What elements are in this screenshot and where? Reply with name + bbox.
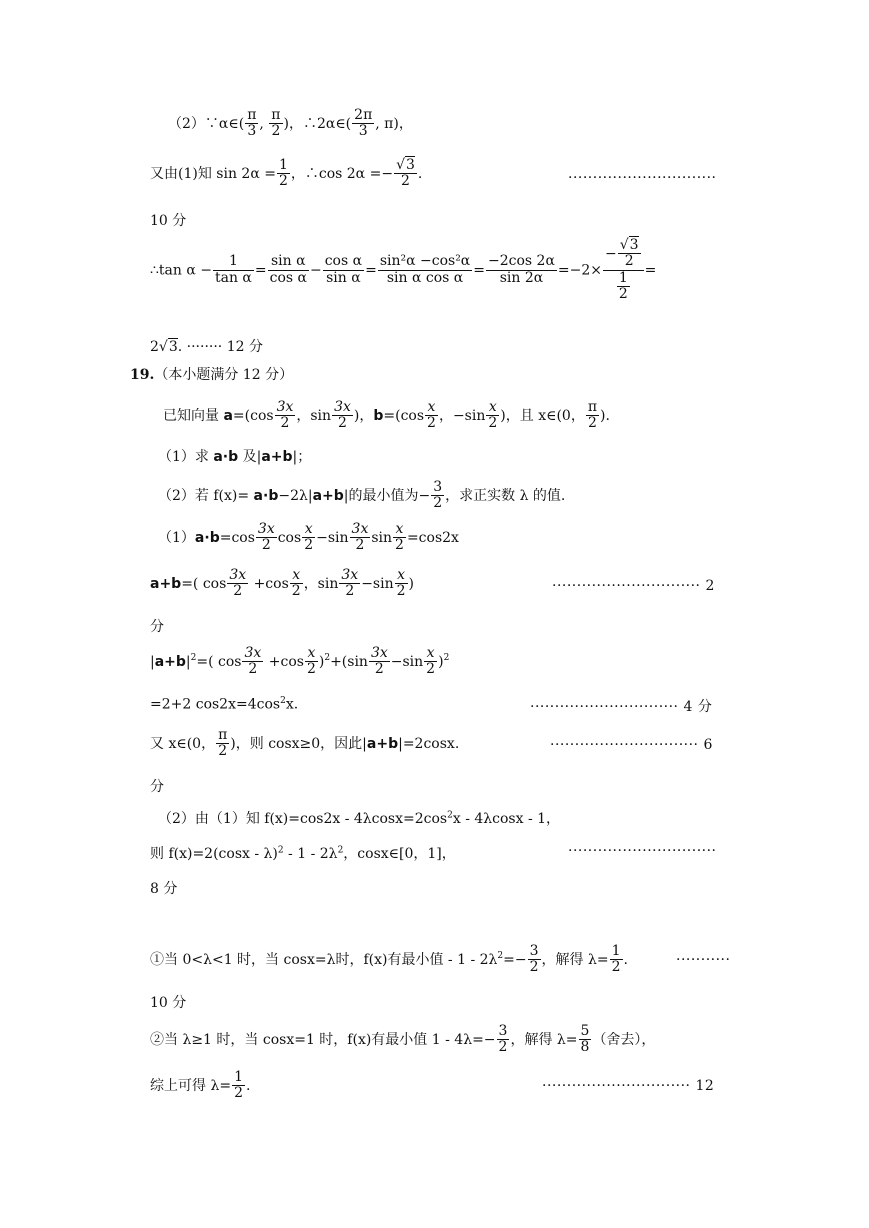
line-14: =2+2 $\cos 2x=4\cos^2x$. [150,696,299,713]
line-1: （2）∵α∈( $\frac{\pi}{3}$ , $\frac{\pi}{2}$ )，∴2α∈( $\frac{2\pi}{3}$ , π)， [168,107,413,140]
fraction: $\frac{x}{2}$ [396,567,406,600]
line-4: ∴tan α − $\frac{1}{\text{tan α}}$ = $\frac{\text{sin α}}{\text{cos α}}$ − $\frac{\text{cos α}}{\text{sin α}}$ = $\frac{\text{sin²α −cos²α}}{\text{sin α cos α}}$ = $\frac{-2\cos 2\alpha}{\sin 2\alpha}$ =−2× − $\frac{√3}{2}$ $\frac{1}{2}$ = [150,237,657,303]
fraction: $\frac{\pi}{2}$ [587,399,598,432]
fraction: $\frac{3}{2}$ [498,1023,508,1056]
fraction: $\frac{\pi}{2}$ [271,107,281,140]
line-9: （2）若 f(x)= a·b−2λ|a+b|的最小值为− $\frac{3}{2}$ ，求正实数 λ 的值. [158,479,566,512]
fraction: $\frac{x}{2}$ [426,645,436,678]
fraction: $\frac{x}{2}$ [306,645,316,678]
fraction: $\frac{\pi}{2}$ [218,727,228,760]
fraction: $\frac{3x}{2}$ [341,567,359,600]
fraction: $\frac{1}{\text{tan α}}$ [214,253,252,286]
fraction: $\frac{3x}{2}$ [370,645,388,678]
fraction: $\frac{x}{2}$ [395,521,404,554]
fraction: $\frac{5}{8}$ [580,1023,590,1056]
line-18: 则 $f(x)=2(\cos x - \lambda)^2 - 1 - 2\lambda^2$，cosx∈[0，1]， [150,845,456,862]
fraction: $\frac{x}{2}$ [488,399,498,432]
leader-dots: ······························ [568,843,717,859]
fraction: $\frac{x}{2}$ [427,399,436,432]
line-23: 综上可得 λ= $\frac{1}{2}$ . [150,1069,251,1102]
leader-dots: ······························ [568,170,717,186]
fraction: $\frac{2\pi}{3}$ [354,107,373,140]
leader-dots: ··········· [676,952,731,968]
leader-dots: ······························ 6 [550,737,713,753]
line-20: ①当 0<λ<1 时，当 cosx=λ时，f(x)有最小值 - $1 - 2\lambda^2=-$ $\frac{3}{2}$ ，解得 λ= $\frac{1}{2}$ . [150,943,628,976]
line-19: 8 分 [150,881,178,897]
fraction: $\frac{1}{2}$ [234,1069,243,1102]
fraction: $\frac{3x}{2}$ [334,399,351,432]
fraction: − $\frac{√3}{2}$ $\frac{1}{2}$ [603,238,644,303]
fraction: $\frac{x}{2}$ [291,567,301,600]
fraction: $\frac{3x}{2}$ [229,567,247,600]
line-3: 10 分 [150,213,187,229]
fraction: $\frac{\text{sin²α −cos²α}}{\text{sin α cos α}}$ [379,253,471,286]
line-6: 19.（本小题满分 12 分） [130,367,294,383]
leader-dots: ······························ 12 [542,1078,715,1094]
fraction: $\frac{x}{2}$ [304,521,314,554]
fraction: $\frac{1}{2}$ [278,157,288,190]
line-21: 10 分 [150,995,187,1011]
line-12: 分 [150,619,164,635]
fraction: $\frac{3}{2}$ [433,479,443,512]
fraction: $\frac{\pi}{3}$ [247,107,257,140]
line-22: ②当 λ≥1 时，当 cosx=1 时，f(x)有最小值 1 - 4λ=− $\frac{3}{2}$ ，解得 λ= $\frac{5}{8}$ （舍去）， [150,1023,656,1056]
line-5: 2√3. ········ 12 分 [150,339,263,355]
fraction: $\frac{3x}{2}$ [276,399,294,432]
line-11: a+b=( cos $\frac{3x}{2}$ +cos $\frac{x}{2}$ ，sin $\frac{3x}{2}$ −sin $\frac{x}{2}$ ) [150,567,414,600]
leader-dots: ······························ 4 分 [530,699,713,715]
line-7: 已知向量 a=(cos $\frac{3x}{2}$ ，sin $\frac{3x}{2}$ )，b=(cos $\frac{x}{2}$ ，−sin $\frac{x}{2}$ )，且 x∈(0， $\frac{\pi}{2}$ ). [163,399,610,432]
fraction: $\frac{3x}{2}$ [257,521,275,554]
line-8: （1）求 a·b 及|a+b|； [158,449,312,465]
fraction: $\frac{3x}{2}$ [351,521,369,554]
line-2: 又由(1)知 sin 2α = $\frac{1}{2}$ ，∴cos 2α =− $\frac{√3}{2}$ . [150,157,423,190]
fraction: $\frac{3x}{2}$ [244,645,262,678]
line-16: 分 [150,779,164,795]
line-13: $|a+b|^2=$( cos $\frac{3x}{2}$ +cos $\frac{x}{2}$ )$^2$+(sin $\frac{3x}{2}$ −sin $\frac{x}{2}$ )$^2$ [150,645,450,678]
line-10: （1）a·b=cos $\frac{3x}{2}$ cos $\frac{x}{2}$ −sin $\frac{3x}{2}$ sin $\frac{x}{2}$ =cos2x [158,521,459,554]
fraction: $\frac{\text{sin α}}{\text{cos α}}$ [269,253,307,286]
line-15: 又 x∈(0， $\frac{\pi}{2}$ )，则 cosx≥0，因此|a+b|=2cosx. [150,727,460,760]
fraction: $\frac{-2\cos 2\alpha}{\sin 2\alpha}$ [488,253,555,286]
fraction: $\frac{1}{2}$ [611,943,621,976]
fraction: $\frac{\text{cos α}}{\text{sin α}}$ [324,253,363,286]
fraction: $\frac{√3}{2}$ [396,157,415,190]
fraction: $\frac{3}{2}$ [529,943,539,976]
line-17: （2）由（1）知 $f(x)=\cos 2x - 4\lambda\cos x=2\cos^2x - 4\lambda\cos x - 1$， [158,810,561,827]
leader-dots: ······························ 2 [552,578,715,594]
